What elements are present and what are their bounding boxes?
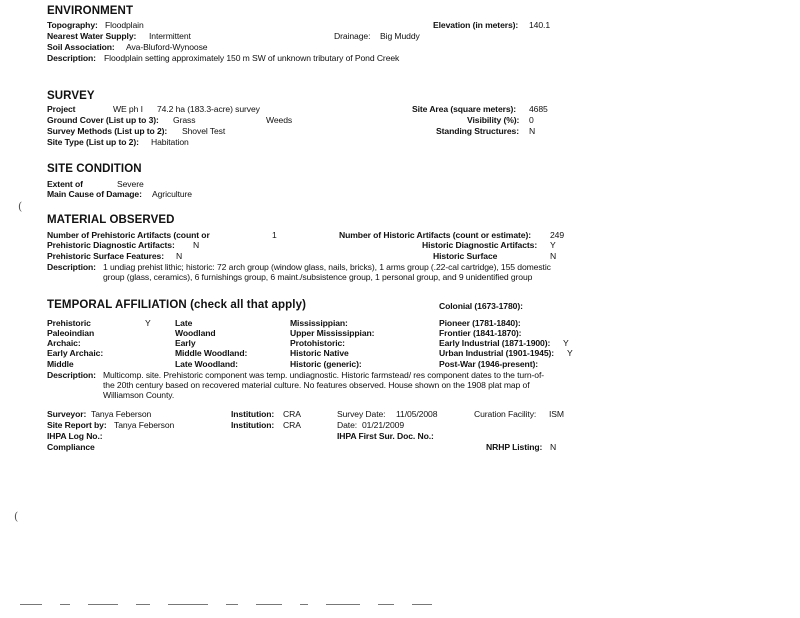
compliance-label: Compliance — [47, 442, 95, 452]
prehistoric-diagnostic-label: Prehistoric Diagnostic Artifacts: — [47, 240, 175, 250]
drainage-label: Drainage: — [334, 31, 371, 41]
site-area-value: 4685 — [529, 104, 548, 114]
standing-structures-label: Standing Structures: — [436, 126, 519, 136]
soil-value: Ava-Bluford-Wynoose — [126, 42, 208, 52]
mississippian-label: Mississippian: — [290, 318, 348, 328]
historic-native-label: Historic Native — [290, 348, 349, 358]
environment-description-label: Description: — [47, 53, 96, 63]
scan-bracket-mark: ( — [14, 510, 19, 523]
damage-cause-value: Agriculture — [152, 189, 192, 199]
prehistoric-label: Prehistoric — [47, 318, 91, 328]
pioneer-label: Pioneer (1781-1840): — [439, 318, 521, 328]
surveyor-value: Tanya Feberson — [91, 409, 152, 419]
drainage-value: Big Muddy — [380, 31, 420, 41]
early-label: Early — [175, 338, 196, 348]
surveyor-label: Surveyor: — [47, 409, 87, 419]
colonial-label: Colonial (1673-1780): — [439, 301, 523, 311]
topography-value: Floodplain — [105, 20, 144, 30]
water-supply-label: Nearest Water Supply: — [47, 31, 137, 41]
upper-mississippian-label: Upper Mississippian: — [290, 328, 375, 338]
ground-cover-label: Ground Cover (List up to 3): — [47, 115, 159, 125]
ihpa-first-survey-label: IHPA First Sur. Doc. No.: — [337, 431, 434, 441]
historic-diagnostic-label: Historic Diagnostic Artifacts: — [422, 240, 538, 250]
temporal-description-label: Description: — [47, 370, 96, 380]
historic-generic-label: Historic (generic): — [290, 359, 362, 369]
site-condition-heading: SITE CONDITION — [47, 163, 142, 175]
institution-label: Institution: — [231, 409, 275, 419]
elevation-label: Elevation (in meters): — [433, 20, 519, 30]
prehistoric-diagnostic-value: N — [193, 240, 200, 250]
late-label: Late — [175, 318, 193, 328]
project-value: WE ph I — [113, 104, 143, 114]
early-industrial-label: Early Industrial (1871-1900): — [439, 338, 551, 348]
material-description-value: 1 undiag prehist lithic; historic: 72 arch group (window glass, nails, bricks), 1 arms group (.22-cal cartridge), 155 domestic group (glass, ceramics), 6 furnishings group, 6 maint./subsistence group, 1 personal group, and 9 unidentified group — [103, 262, 551, 282]
material-description-label: Description: — [47, 262, 96, 272]
water-supply-value: Intermittent — [149, 31, 191, 41]
report-date-label: Date: — [337, 420, 358, 430]
project-detail: 74.2 ha (183.3-acre) survey — [157, 104, 260, 114]
ihpa-log-label: IHPA Log No.: — [47, 431, 103, 441]
elevation-value: 140.1 — [529, 20, 551, 30]
early-industrial-mark: Y — [563, 338, 569, 348]
paleoindian-label: Paleoindian — [47, 328, 95, 338]
report-date-value: 01/21/2009 — [362, 420, 405, 430]
post-war-label: Post-War (1946-present): — [439, 359, 538, 369]
temporal-heading: TEMPORAL AFFILIATION (check all that apply) — [47, 299, 307, 311]
historic-count-value: 249 — [550, 230, 565, 240]
standing-structures-value: N — [529, 126, 536, 136]
site-report-value: Tanya Feberson — [114, 420, 175, 430]
scan-bracket-mark: ( — [18, 200, 23, 213]
site-area-label: Site Area (square meters): — [412, 104, 517, 114]
historic-count-label: Number of Historic Artifacts (count or estimate): — [339, 230, 531, 240]
survey-methods-value: Shovel Test — [182, 126, 226, 136]
visibility-value: 0 — [529, 115, 534, 125]
late-woodland-label: Late Woodland: — [175, 359, 238, 369]
survey-date-value: 11/05/2008 — [396, 409, 438, 419]
prehistoric-surface-value: N — [176, 251, 183, 261]
urban-industrial-label: Urban Industrial (1901-1945): — [439, 348, 555, 358]
prehistoric-count-label: Number of Prehistoric Artifacts (count or — [47, 230, 210, 240]
environment-heading: ENVIRONMENT — [47, 5, 134, 17]
material-heading: MATERIAL OBSERVED — [47, 214, 175, 226]
historic-surface-label: Historic Surface — [433, 251, 498, 261]
urban-industrial-mark: Y — [567, 348, 573, 358]
woodland-label: Woodland — [175, 328, 216, 338]
site-type-value: Habitation — [151, 137, 189, 147]
extent-label: Extent of — [47, 179, 83, 189]
prehistoric-count-value: 1 — [272, 230, 277, 240]
survey-heading: SURVEY — [47, 90, 95, 102]
nrhp-listing-value: N — [550, 442, 557, 452]
nrhp-listing-label: NRHP Listing: — [486, 442, 543, 452]
temporal-description-value: Multicomp. site. Prehistoric component was temp. undiagnostic. Historic farmstead/ res component dates to the turn-of-the 20th century based on recovered material culture. No features observed. House shown on the 1908 plat map of Williamson County. — [103, 370, 545, 400]
curation-facility-label: Curation Facility: — [474, 409, 537, 419]
early-archaic-label: Early Archaic: — [47, 348, 104, 358]
historic-diagnostic-value: Y — [550, 240, 556, 250]
middle-label: Middle — [47, 359, 74, 369]
institution-value: CRA — [283, 409, 301, 419]
middle-woodland-label: Middle Woodland: — [175, 348, 248, 358]
soil-label: Soil Association: — [47, 42, 115, 52]
survey-methods-label: Survey Methods (List up to 2): — [47, 126, 168, 136]
extent-value: Severe — [117, 179, 144, 189]
prehistoric-surface-label: Prehistoric Surface Features: — [47, 251, 164, 261]
ground-cover-value-2: Weeds — [266, 115, 293, 125]
institution-2-label: Institution: — [231, 420, 275, 430]
prehistoric-mark: Y — [145, 318, 151, 328]
institution-2-value: CRA — [283, 420, 301, 430]
visibility-label: Visibility (%): — [467, 115, 520, 125]
project-label: Project — [47, 104, 76, 114]
frontier-label: Frontier (1841-1870): — [439, 328, 522, 338]
scan-noise-line — [20, 596, 600, 602]
topography-label: Topography: — [47, 20, 98, 30]
site-type-label: Site Type (List up to 2): — [47, 137, 139, 147]
curation-facility-value: ISM — [549, 409, 564, 419]
archaic-label: Archaic: — [47, 338, 81, 348]
environment-description-value: Floodplain setting approximately 150 m SW of unknown tributary of Pond Creek — [104, 53, 400, 63]
protohistoric-label: Protohistoric: — [290, 338, 345, 348]
damage-cause-label: Main Cause of Damage: — [47, 189, 142, 199]
site-report-label: Site Report by: — [47, 420, 107, 430]
survey-date-label: Survey Date: — [337, 409, 386, 419]
ground-cover-value-1: Grass — [173, 115, 196, 125]
historic-surface-value: N — [550, 251, 557, 261]
